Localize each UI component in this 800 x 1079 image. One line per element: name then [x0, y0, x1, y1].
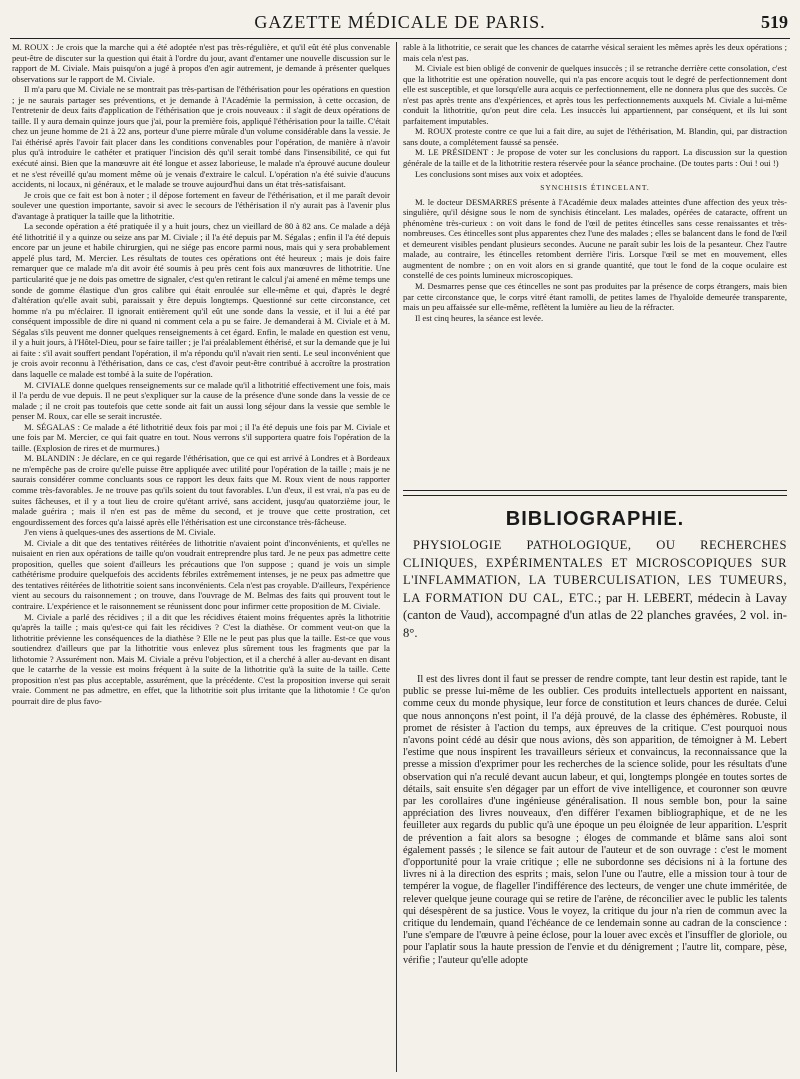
- page-header: [10, 6, 790, 39]
- bibliographie-review: [403, 674, 787, 1076]
- paragraph: M. LE PRÉSIDENT : Je propose de voter sur les conclusions du rapport. La discussion sur la question générale de la taille et de la lithotritie restera réservée pour la séance prochaine. (De toutes parts : Oui ! oui !): [403, 147, 787, 169]
- bibliographie-title: BIBLIOGRAPHIE.: [505, 508, 685, 530]
- paragraph: M. Civiale a parlé des récidives ; il a dit que les récidives étaient moins fréquentes après la lithotritie qu'après la taille ; mais qu'est-ce qui fait les récidives ? C'est la diathèse. Or comment veut-on que la lithotritie prévienne les conséquences de la diathèse ? Elle ne le peut pas plus que la taille. Est-ce que vous soutiendrez d'ailleurs que par la lithotritie vous enlevez plus sûrement tous les fragments que par la lithotomie ? Assurément non. Mais M. Civiale a prévu l'objection, et il a cherché à aller au-devant en disant que le catarrhe de la vessie est moins fréquent à la suite de la lithotritie qu'à la suite de la taille. Cette proposition n'est pas plus acceptable, assurément, que la précédente. C'est la proposition inverse qui serait vraie. Comment ne pas admettre, en effet, que la lithotritie soit plus irritante que la lithotomie ! Ce qu'on pourrait dire de plus favo-: [12, 611, 390, 706]
- bibliographie-header: [403, 508, 787, 642]
- paragraph: M. Civiale est bien obligé de convenir de quelques insuccès ; il se retranche derrière cette consolation, c'est que la lithotritie est une opération nouvelle, qui n'a pas encore acquis tout le degré de perfectionnement dont elle est susceptible, et que lorsqu'elle aura acquis ce perfectionnement, elle ne donnera plus que des succès. Ce n'est pas après trente ans d'expériences, et après tous les perfectionnements auxquels M. Civiale a lui-même conduit la lithotritie, qu'on peut dire cela. Les insuccès lui appartiennent, par conséquent, et ils lui sont parfaitement imputables.: [403, 63, 787, 126]
- paragraph: La seconde opération a été pratiquée il y a huit jours, chez un vieillard de 80 à 82 ans. Ce malade a déjà été lithotritié il y a quinze ou seize ans par M. Civiale ; il l'a été depuis par M. Ségalas ; enfin il l'a été depuis encore par un jeune et habile chirurgien, qui ne siége pas encore parmi nous, mais qui y sera probablement appelé plus tard, M. Mercier. Les résultats de toutes ces opérations ont été heureux ; mais je dois faire remarquer que ce malade m'a dit avoir été soumis à peu près cent fois aux manœuvres de lithotritie. Une particularité que je ne dois pas omettre de signaler, c'est qu'en retirant le calcul j'ai amené en même temps une sonde de gomme élastique d'un gros calibre qui était enroulée sur elle-même et qui, d'après le degré d'altération qu'elle avait subi, paraissait y être depuis longtemps. Questionné sur cette circonstance, cet homme n'a pu m'éclairer. Il ignorait entièrement qu'il eût une sonde dans la vessie, et il lui a été par conséquent impossible de dire ni quand ni comment cela a pu se faire. Je demanderai à M. Civiale et à M. Ségalas s'ils peuvent me donner quelques renseignements à cet égard. Enfin, le malade en question est venu, il y a huit jours, à l'Hôtel-Dieu, pour se faire tailler ; je l'ai préalablement éthérisé, et sur la demande que je lui ai faite : s'il avait souffert pendant l'opération, il m'a répondu qu'il n'avait rien senti. Le seul inconvénient que je crois avoir reconnu à l'éthérisation, dans ce cas, c'est d'avoir peut-être contribué à accroître la prostration dans laquelle ce malade est tombé à la suite de l'opération.: [12, 221, 390, 379]
- book-citation: [403, 537, 787, 642]
- column-divider: [396, 42, 397, 1072]
- paragraph: M. ROUX proteste contre ce que lui a fait dire, au sujet de l'éthérisation, M. Blandin, qui, par distraction sans doute, a complétement faussé sa pensée.: [403, 126, 787, 147]
- section-separator-rule: [403, 490, 787, 496]
- paragraph: rable à la lithotritie, ce serait que les chances de catarrhe vésical seraient les mêmes après les deux opérations ; mais cela n'est pas.: [403, 42, 787, 63]
- paragraph: Je crois que ce fait est bon à noter ; il dépose fortement en faveur de l'éthérisation, et il me paraît devoir soulever une question importante, savoir si avec le secours de l'éthérisation il n'y aurait pas à l'avenir plus d'avantage à pratiquer la taille que la lithotritie.: [12, 189, 390, 221]
- paragraph: M. SÉGALAS : Ce malade a été lithotritié deux fois par moi ; il l'a été depuis une fois par M. Civiale et une fois par M. Mercier, ce qui fait quatre en tout. Nous verrons s'il supportera quatre fois l'opération de la taille. (Explosion de rires et de murmures.): [12, 421, 390, 453]
- book-title: PHYSIOLOGIE PATHOLOGIQUE, OU RECHERCHES CLINIQUES, EXPÉRIMENTALES ET MICROSCOPIQUES SUR L'INFLAMMATION, LA TUBERCULISATION, LES TUMEURS, LA FORMATION DU CAL, ETC.: [403, 538, 787, 605]
- paragraph: M. Civiale a dit que des tentatives réitérées de lithotritie n'avaient point d'inconvénients, et qu'elles ne nuisaient en rien aux opérations de taille qu'on voudrait entreprendre plus tard. Je ne peux pas admettre cette proposition, quelles que soient d'ailleurs les précautions que l'on suppose ; quand je vois un simple cathétérisme produire quelquefois des accidents fébriles extrêmement intenses, je ne peux pas admettre que des tentatives réitérées de lithotritie soient sans inconvénients. Cela n'est pas croyable. D'ailleurs, l'expérience vient au secours du raisonnement ; on trouve, dans l'ouvrage de M. Belmas des faits qui prouvent tout le contraire. L'expérience et le raisonnement se réunissent donc pour infirmer cette proposition de M. Civiale.: [12, 537, 390, 611]
- paragraph: M. CIVIALE donne quelques renseignements sur ce malade qu'il a lithotritié effectivement une fois, mais il l'a perdu de vue depuis. Il ne peut s'expliquer sur la cause de la présence d'une sonde dans la vessie de ce malade ; il ne croit pas toutefois que cette sonde ait fait un aussi long séjour dans la vessie que semble le penser M. Roux, car elle se serait incrustée.: [12, 379, 390, 422]
- left-column: [12, 42, 390, 1074]
- paragraph: Il est des livres dont il faut se presser de rendre compte, tant leur destin est rapide, tant le public se presse lui-même de les oublier. Ces produits intellectuels apportent en naissant, comme ceux du monde physique, leur force de constitution et leurs chances de durée. Celui que nous annonçons n'est point, il l'a déjà prouvé, de la classe des éphémères. Robuste, il promet de résister à l'action du temps, aux épreuves de la critique. C'est pourquoi nous n'avons point cédé au désir que nous avions, dès son apparition, de témoigner à M. Lebert l'estime que nous inspirent les travailleurs sérieux et convaincus, la reconnaissance que la presse a mission d'exprimer pour les recherches de la science solide, pour les résultats d'une observation qui n'a reculé devant aucun labeur, et qui, longtemps plongée en toutes sortes de détails, sait ensuite s'en dégager par un effort de vive intelligence, et couronner son œuvre par les corollaires d'une ingénieuse généralisation. Il nous semble bon, pour la saine appréciation des livres nouveaux, d'en différer l'examen bibliographique, et de ne les feuilleter aux regards du public qu'à une époque un peu éloignée de leur apparition. L'esprit de prévention a fait alors sa besogne ; éloges de commande et blâme sans aloi sont également passés ; le silence se fait autour de l'auteur et de son ouvrage : c'est le moment d'opportunité pour la vraie critique ; elle ne subordonne ses décisions ni à la fortune des livres ni à la direction des esprits ; mais, selon l'une ou l'autre, elle a mission tour à tour de tempérer la vogue, de flageller l'indifférence des lecteurs, de venger une chute imméritée, de relever quelque jeune courage qui se retire de l'arène, de réconcilier avec le public les talents qui désespèrent de sa justice. Vous le voyez, la critique du jour n'a rien de commun avec la critique du lendemain, quand l'échéance de ce lendemain sonne au cadran de la conscience : l'une s'empare de l'œuvre à peine éclose, pour la louer avec excès et l'insuffler de gloriole, ou pour l'aplatir sous la haute pression de l'envie et du dénigrement ; l'autre lit, compare, pèse, vérifie ; l'auteur qu'elle adopte: [403, 674, 787, 966]
- paragraph: M. Desmarres pense que ces étincelles ne sont pas produites par la présence de corps étrangers, mais bien par cette circonstance que, le corps vitré étant ramolli, de petites lames de l'hyaloïde demeurée transparente, mais un peu affaissée sur elle-même, reflètent la lumière au lieu de la réfracter.: [403, 281, 787, 313]
- section-heading-synchisis: SYNCHISIS ÉTINCELANT.: [540, 183, 650, 193]
- paragraph: M. BLANDIN : Je déclare, en ce qui regarde l'éthérisation, que ce qui est arrivé à Londres et à Bordeaux ne m'empêche pas de croire qu'elle puisse être appliquée avec utilité pour l'opération de la taille ; mais je ne saurais considérer comme concluants sous ce rapport les deux faits que M. Roux vient de nous rapporter comme très-favorables. Je ne trouve pas qu'ils soient du tout favorables. L'un d'eux, il est vrai, n'a pas eu de suites fâcheuses, et il y a tout lieu de croire qu'étant arrivé, sans accident, jusqu'au quatorzième jour, le malade guérira ; mais il n'en est pas de même du second, et je trouve que cette prostration, cet engourdissement des forces qu'a laissé après elle l'éthérisation est une circonstance très-fâcheuse.: [12, 453, 390, 527]
- paragraph: J'en viens à quelques-unes des assertions de M. Civiale.: [24, 527, 216, 538]
- paragraph: Il est cinq heures, la séance est levée.: [415, 312, 544, 323]
- right-column: [403, 42, 787, 522]
- page-number: 519: [761, 12, 788, 32]
- masthead-title: GAZETTE MÉDICALE DE PARIS.: [254, 12, 546, 32]
- book-author-details: ; par H. LEBERT, médecin à Lavay (canton de Vaud), accompagné d'un atlas de 22 planches gravées, 2 vol. in-8°.: [403, 590, 787, 640]
- paragraph: M. le docteur DESMARRES présente à l'Académie deux malades atteintes d'une affection des yeux très-singulière, qu'il désigne sous le nom de synchisis étincelant. Les malades, opérées de cataracte, offrent un phénomène très-curieux : on voit dans le fond de l'œil de petites étincelles sans cesse renaissantes et très-nombreuses. Ces étincelles sont plus apparentes chez l'une des malades ; elles se balancent dans le fond de l'œil et demeurent visibles pendant plusieurs secondes. Aucune ne paraît subir les lois de la pesanteur. Chez l'autre malade, au contraire, les étincelles retombent derrière l'iris. Lorsque l'œil se met en mouvement, elles augmentent de nombre ; on en voit alors en si grande quantité, que tout le fond de la coque oculaire est constellé de ces points lumineux microscopiques.: [403, 196, 787, 281]
- paragraph: Il m'a paru que M. Civiale ne se montrait pas très-partisan de l'éthérisation pour les opérations en question ; je ne saurais partager ses préventions, et je demande à l'Académie la permission, à cette occasion, de l'entretenir de deux faits d'application de l'éthérisation que je crois nouveaux : il s'agit de deux opérations de taille. Il y aura demain quinze jours que j'ai, pour la première fois, appliqué l'éthérisation pour la taille. C'était chez un jeune homme de 21 à 22 ans, porteur d'une pierre mûrale d'un volume considérable dans la vessie. Je l'ai éthérisé après l'avoir fait placer dans les conditions convenables pour l'opération, de manière à n'avoir plus qu'à introduire le cathéter et pratiquer l'incision dès qu'il serait tombé dans l'insensibilité, ce qui fut exécuté ainsi. Bien que la manœuvre ait été longue et assez laborieuse, le malade n'a éprouvé aucune douleur et ne s'est réveillé qu'au moment même où je venais d'extraire le calcul. L'opération n'a été suivie d'aucuns accidents, ni locaux, ni généraux, et le malade se trouve aujourd'hui dans un état très-satisfaisant.: [12, 84, 390, 190]
- paragraph: Les conclusions sont mises aux voix et adoptées.: [415, 168, 584, 179]
- paragraph: M. ROUX : Je crois que la marche qui a été adoptée n'est pas très-régulière, et qu'il eût été plus convenable peut-être de discuter sur la question qui était à l'ordre du jour, avant d'entamer une nouvelle discussion sur le rapport de M. Civiale. Mais puisqu'on a jugé à propos d'en agir autrement, je demande à présenter quelques observations sur le rapport de M. Civiale.: [12, 42, 390, 84]
